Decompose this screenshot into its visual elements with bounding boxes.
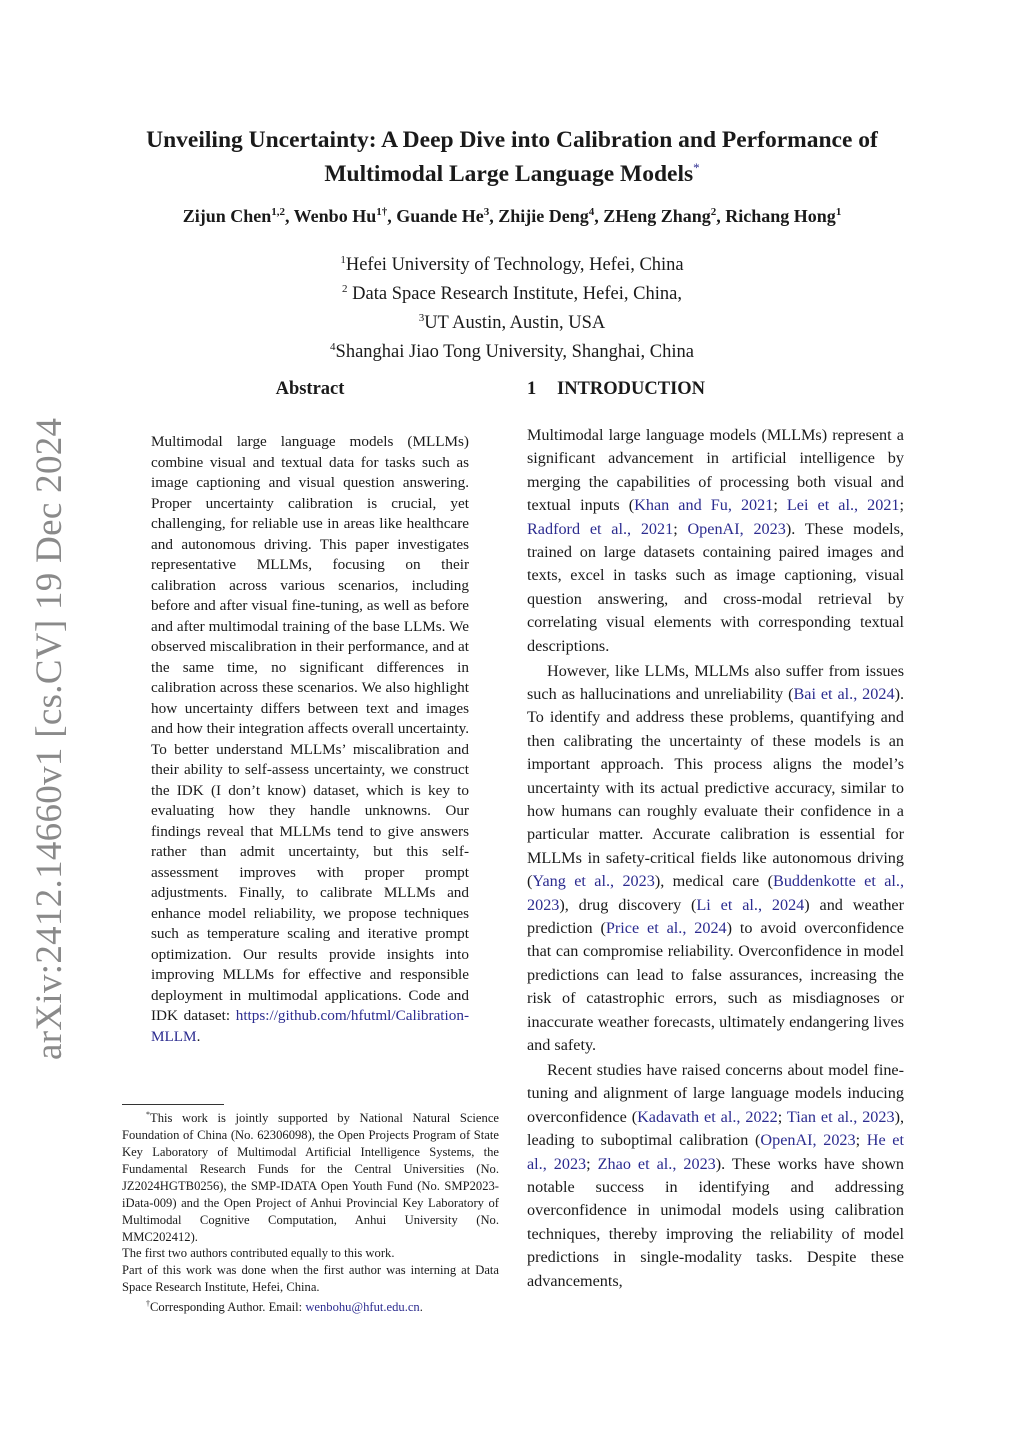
arxiv-identifier: arXiv:2412.14660v1 [cs.CV] 19 Dec 2024 [29,417,70,1060]
author: Guande He$^3$ [396,206,490,226]
citation-link[interactable]: Buddenkotte et al., 2023 [527,872,904,914]
affiliation: $^2$ Data Space Research Institute, Hefei, China, [342,283,682,305]
paragraph-text: However, like LLMs, MLLMs also suffer from issues such as hallucinations and unreliability ( [527,661,904,703]
paragraph-text: ; [855,1131,867,1150]
affiliation: $^3$UT Austin, Austin, USA [418,312,606,334]
section-heading-introduction [527,379,907,400]
code-link[interactable]: https://github.com/hfutml/Calibration-MLLM [151,1007,469,1045]
paragraph-text: ) and weather prediction ( [527,895,904,938]
citation-link[interactable]: Tian et al., 2023 [786,1107,895,1126]
paragraph-text: ; [899,496,905,515]
author: ZHeng Zhang$^2$ [603,206,717,226]
affiliation-list [200,248,824,365]
affiliation: $^4$Shanghai Jiao Tong University, Shanghai, China [330,341,694,363]
citation-link[interactable]: Radford et al., 2021 [527,519,674,538]
paragraph-text: ) to avoid overconfidence that can compromise reliability. Overconfidence in model predictions can lead to false assurances, increasing the risk of catastrophic errors, such as misdiagnoses or inaccurate weather forecasts, ultimately endangering lives and safety. [527,919,904,1055]
citation-link[interactable]: Yang et al., 2023 [532,872,655,891]
footnotes [122,1107,499,1316]
intro-paragraph [527,1059,904,1293]
introduction-body [527,424,904,1295]
author: Zijun Chen$^{1,2}$ [182,206,285,226]
citation-link[interactable]: OpenAI, 2023 [687,519,786,538]
abstract-heading: Abstract [275,379,345,399]
citation-link[interactable]: OpenAI, 2023 [760,1131,856,1150]
footnote-corresponding: †Corresponding Author. Email: wenbohu@hfut.edu.cn. [146,1299,423,1315]
paragraph-text: ; [673,519,688,538]
citation-link[interactable]: He et al., 2023 [527,1131,904,1173]
title-footnote-mark[interactable]: * [693,160,700,175]
citation-link[interactable]: Lei et al., 2021 [786,496,900,515]
footnote-funding: *This work is jointly supported by National Natural Science Foundation of China (No. 62306098), the Open Projects Program of State Key Laboratory of Multimodal Artificial Intelligence Systems, the Fundamental Research Funds for the Central Universities (No. JZ2024HGTB0256), the SMP-IDATA Open Youth Fund (No. SMP2023-iData-009) and the Open Project of Anhui Provincial Key Laboratory of Multimodal Cognitive Computation, Anhui University (No. MMC202412). [122,1110,499,1244]
paragraph-text: ), medical care ( [654,872,774,891]
citation-link[interactable]: Kadavath et al., 2022 [637,1107,778,1126]
paragraph-text: ), drug discovery ( [559,895,697,914]
author: Zhijie Deng$^4$ [498,206,595,226]
author: Wenbo $Hu^{1\dagger}$ [293,206,388,226]
title-text: Unveiling Uncertainty: A Deep Dive into Calibration and Performance of Multimodal Large Language Models [146,127,878,187]
intro-paragraph [527,424,904,658]
paragraph-text: ), leading to suboptimal calibration ( [527,1107,905,1150]
footnote-divider [122,1104,224,1105]
section-title: INTRODUCTION [557,379,706,399]
paragraph-text: ). These models, trained on large datasets containing paired images and texts, excel in tasks such as image captioning, visual question answering, and cross-modal retrieval by correlating visual elements with corresponding textual descriptions. [527,519,904,655]
author: Richang Hong$^1$ [725,206,842,226]
citation-link[interactable]: Bai et al., 2024 [793,684,895,703]
paragraph-text: Multimodal large language models (MLLMs) represent a significant advancement in artificial intelligence by merging the capabilities of processing both visual and textual inputs ( [527,426,904,515]
paper-title [100,126,924,188]
affiliation: $^1$Hefei University of Technology, Hefei, China [340,254,684,276]
citation-link[interactable]: Zhao et al., 2023 [597,1154,716,1173]
citation-link[interactable]: Li et al., 2024 [696,895,805,914]
paragraph-text: ). To identify and address these problems, quantifying and then calibrating the uncertainty of these models is an important approach. This process aligns the model’s uncertainty with its actual predictive accuracy, similar to how humans can roughly evaluate their confidence in a particular matter. Accurate calibration is essential for MLLMs in safety-critical fields like autonomous driving ( [527,684,904,891]
abstract-text: Multimodal large language models (MLLMs) combine visual and textual data for tasks such as image captioning and visual question answering. Proper uncertainty calibration is crucial, yet challenging, for reliable use in areas like healthcare and autonomous driving. This paper investigates representative MLLMs, focusing on their calibration across various scenarios, including before and after visual fine-tuning, as well as before and after multimodal training of the base LLMs. We observed miscalibration in their performance, and at the same time, no significant differences in calibration across these scenarios. We also highlight how uncertainty differs between text and images and how their integration affects overall uncertainty. To better understand MLLMs’ miscalibration and their ability to self-assess uncertainty, we construct the IDK (I don’t know) dataset, which is key to evaluating how they handle unknowns. Our findings reveal that MLLMs tend to give answers rather than admit uncertainty, but this self-assessment improves with proper prompt adjustments. Finally, to calibrate MLLMs and enhance model reliability, we propose techniques such as temperature scaling and iterative prompt optimization. Our results provide insights into improving MLLMs for effective and responsible deployment in multimodal applications. Code and IDK dataset: [151,433,469,1024]
paragraph-text: ; [773,496,787,515]
section-number: 1 [527,379,537,399]
citation-link[interactable]: Khan and Fu, 2021 [634,496,774,515]
intro-paragraph [527,660,904,1058]
footnote-internship: Part of this work was done when the first author was interning at Data Space Research Institute, Hefei, China. [122,1263,499,1295]
abstract-body: Multimodal large language models (MLLMs) combine visual and textual data for tasks such as image captioning and visual question answering. Proper uncertainty calibration is crucial, yet challenging, for reliable use in areas like healthcare and autonomous driving. This paper investigates representative MLLMs, focusing on their calibration across various scenarios, including before and after visual fine-tuning, as well as before and after multimodal training of the base LLMs. We observed miscalibration in their performance, and at the same time, no significant differences in calibration across these scenarios. We also highlight how uncertainty differs between text and images and how their integration affects overall uncertainty. To better understand MLLMs’ miscalibration and their ability to self-assess uncertainty, we construct the IDK (I don’t know) dataset, which is key to evaluating how they handle unknowns. Our findings reveal that MLLMs tend to give answers rather than admit uncertainty, but this self-assessment improves with proper prompt adjustments. Finally, to calibrate MLLMs and enhance model reliability, we propose techniques such as temperature scaling and iterative prompt optimization. Our results provide insights into improving MLLMs for effective and responsible deployment in multimodal applications. Code and IDK dataset: https://github.com/hfutml/Calibration-MLLM. [151,433,469,1045]
email-link[interactable]: wenbohu@hfut.edu.cn [305,1300,420,1315]
author-list: Zijun Chen$^{1,2}$, Wenbo $Hu^{1\dagger}$, Guande He$^3$, Zhijie Deng$^4$, ZHeng Zhang$^2$, Richang Hong$^1$ [182,206,842,226]
footnote-equal-contribution: The first two authors contributed equally to this work. [122,1246,395,1261]
citation-link[interactable]: Price et al., 2024 [605,919,727,938]
paragraph-text: ; [777,1107,787,1126]
paragraph-text: ; [586,1154,598,1173]
paragraph-text: ). These works have shown notable success in identifying and addressing overconfidence in unimodal models using calibration techniques, thereby improving the reliability of model predictions in single-modality tasks. Despite these advancements, [527,1154,904,1290]
paragraph-text: Recent studies have raised concerns about model fine-tuning and alignment of large language models inducing overconfidence ( [527,1060,904,1126]
